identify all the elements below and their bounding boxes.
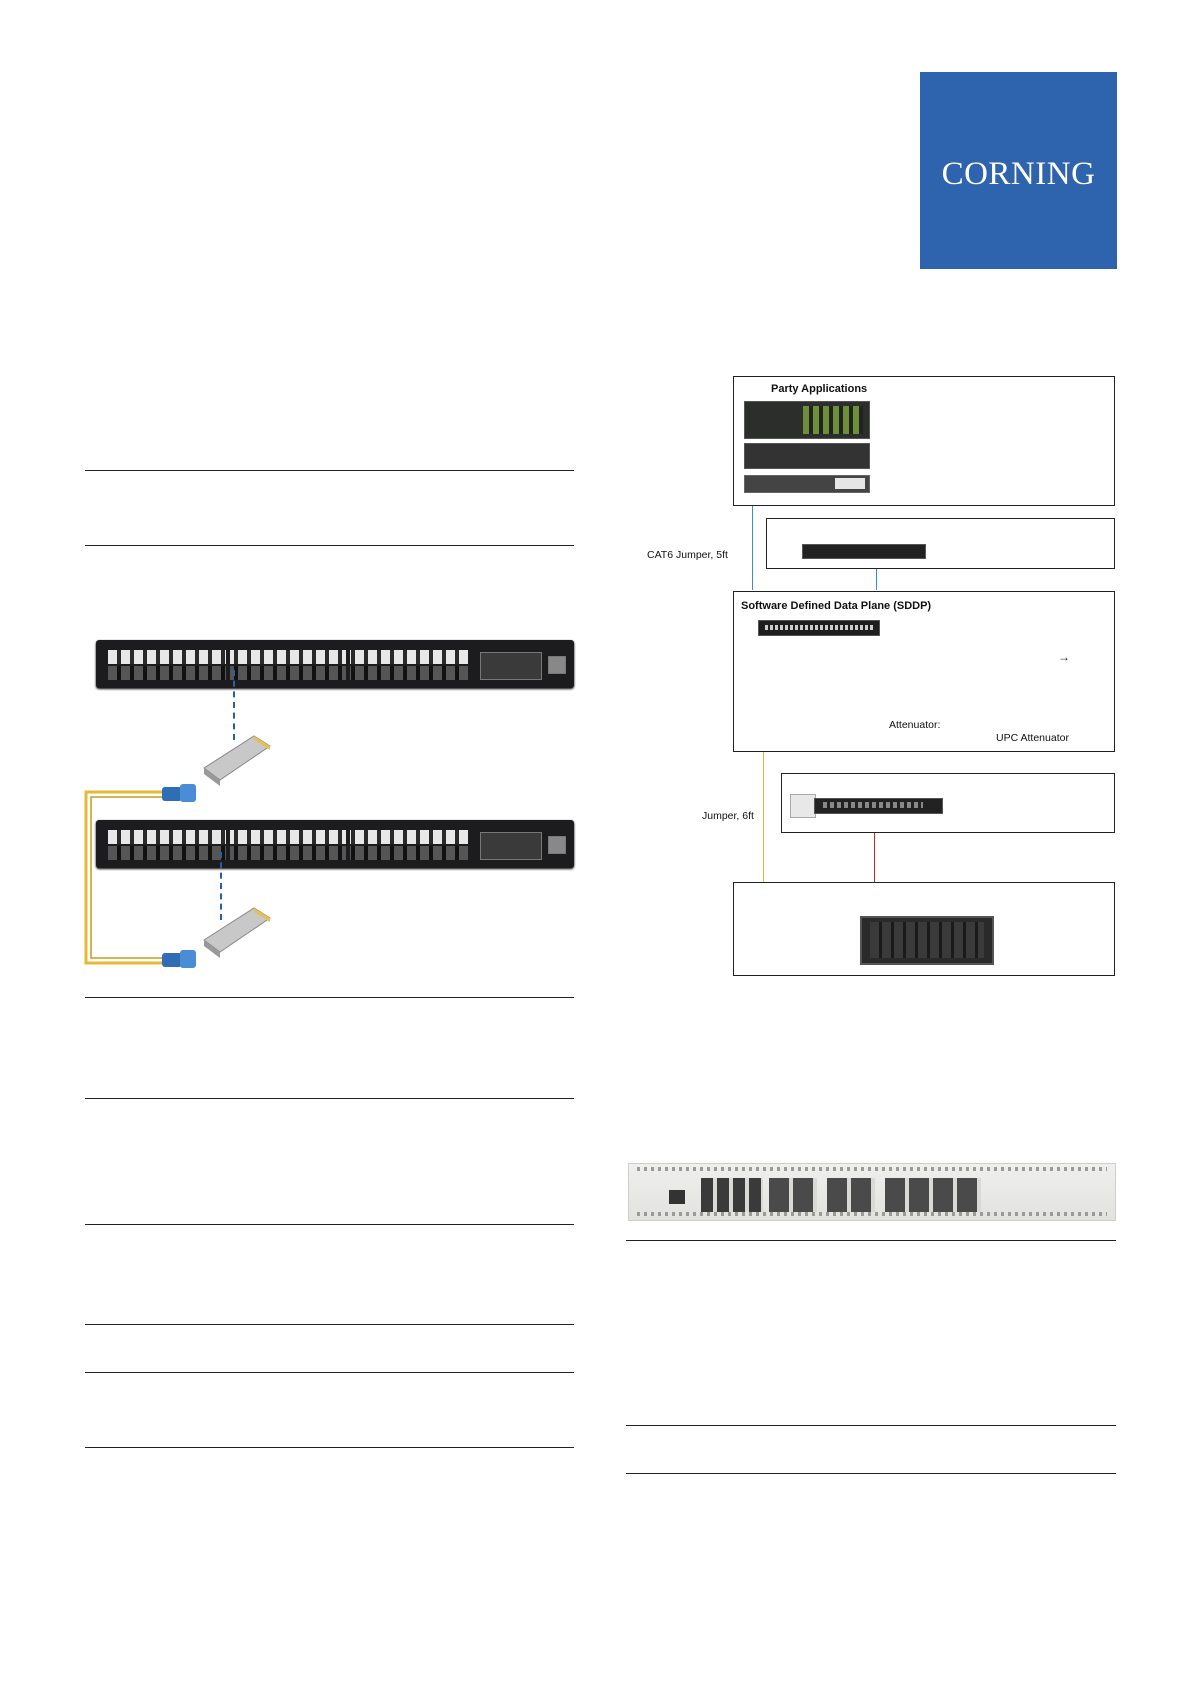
server-icon <box>744 443 870 469</box>
divider <box>85 1372 574 1373</box>
divider <box>626 1473 1116 1474</box>
divider <box>85 470 574 471</box>
divider <box>626 1425 1116 1426</box>
cat6-jumper-label: CAT6 Jumper, 5ft <box>647 549 728 561</box>
fiber-line <box>763 752 764 882</box>
sfp-transceiver-icon <box>196 728 276 788</box>
cat6-line <box>876 568 877 590</box>
cat6-line <box>752 506 753 590</box>
power-outlet-icon <box>790 794 816 818</box>
attenuator-label: Attenuator: <box>889 719 941 731</box>
fiber-enclosure-icon <box>860 916 994 965</box>
network-switch-icon <box>758 620 880 636</box>
divider <box>85 1324 574 1325</box>
arrow-icon: → <box>1058 650 1070 664</box>
corning-logo <box>920 72 1117 269</box>
divider <box>85 1447 574 1448</box>
rack-unit-icon <box>802 544 926 559</box>
server-icon <box>744 475 870 493</box>
appliance-box <box>766 518 1115 569</box>
party-applications-box <box>733 376 1115 506</box>
logo-text: CORNING <box>941 156 1096 192</box>
rack-device-icon <box>814 798 943 814</box>
sfp-transceiver-icon <box>196 900 276 960</box>
upc-attenuator-label: UPC Attenuator <box>996 732 1069 744</box>
divider <box>85 1224 574 1225</box>
box-title: Party Applications <box>771 383 868 395</box>
box-title: Software Defined Data Plane (SDDP) <box>741 600 932 612</box>
divider <box>626 1240 1116 1241</box>
server-chassis-icon <box>744 401 870 439</box>
network-switch-icon <box>96 640 574 688</box>
enclosure-box <box>733 882 1115 976</box>
jumper-label: Jumper, 6ft <box>702 810 754 822</box>
test-device-box <box>781 773 1115 833</box>
divider <box>85 545 574 546</box>
divider <box>85 997 574 998</box>
network-appliance-icon <box>628 1163 1116 1221</box>
divider <box>85 1098 574 1099</box>
sddp-box <box>733 591 1115 752</box>
red-line <box>874 832 875 882</box>
